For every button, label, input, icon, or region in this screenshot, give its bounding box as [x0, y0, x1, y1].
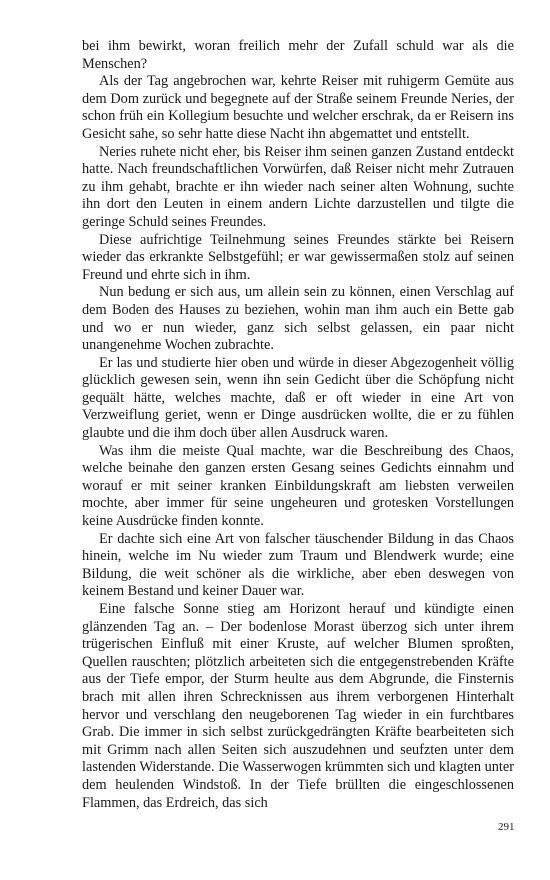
paragraph: Eine falsche Sonne stieg am Horizont herauf und kündigte einen glänzenden Tag an. – Der bodenlose Morast überzog sich unter ihrem trügerischen Einfluß mit einer Kruste, auf welcher Blumen sproßten, Quellen rauschten; plötzlich arbeiteten sich die entgegenstrebenden Kräfte aus der Tiefe empor, der Sturm heulte aus dem Abgrunde, die Finsternis brach mit allen ihren Schrecknissen aus ihrem verborgenen Hinterhalt hervor und verschlang den neugeborenen Tag wieder in ein furchtbares Grab. Die immer in sich selbst zurückgedrängten Kräfte bearbeiteten sich mit Grimm nach allen Seiten sich auszudehnen und seufzten unter dem lastenden Widerstande. Die Wasserwogen krümmten sich und klagten unter dem heulenden Windstoß. In der Tiefe brüllten die eingeschlossenen Flammen, das Erdreich, das sich [82, 601, 514, 811]
paragraph: Er las und studierte hier oben und würde in dieser Abgezogenheit völlig glücklich gewesen sein, wenn ihn sein Gedicht über die Schöpfung nicht gequält hätte, welches machte, daß er oft wieder in eine Art von Verzweiflung geriet, wenn er Dinge ausdrücken wollte, die er zu fühlen glaubte und die ihm doch über allen Ausdruck waren. [82, 354, 514, 442]
paragraph: Was ihm die meiste Qual machte, war die Beschreibung des Chaos, welche beinahe den ganzen ersten Gesang seines Gedichts einnahm und worauf er mit seiner kranken Einbildungskraft am liebsten verweilen mochte, aber immer für seine ungeheuren und grotesken Vorstellungen keine Ausdrücke finden konnte. [82, 442, 514, 530]
paragraph: bei ihm bewirkt, woran freilich mehr der Zufall schuld war als die Menschen? [82, 38, 514, 72]
body-text [82, 38, 514, 812]
paragraph: Nun bedung er sich aus, um allein sein zu können, einen Verschlag auf dem Boden des Hauses zu beziehen, wohin man ihm auch ein Bette gab und wo er nun wieder, ganz sich selbst gelassen, ein paar nicht unangenehme Wochen zubrachte. [82, 284, 514, 354]
book-page [82, 38, 514, 812]
paragraph: Als der Tag angebrochen war, kehrte Reiser mit ruhigerm Gemüte aus dem Dom zurück und begegnete auf der Straße seinem Freunde Neries, der schon früh ein Kollegium besuchte und welcher erschrak, da er Reisern ins Gesicht sahe, so sehr hatte diese Nacht ihn abgemattet und entstellt. [82, 73, 514, 142]
paragraph: Neries ruhete nicht eher, bis Reiser ihm seinen ganzen Zustand entdeckt hatte. Nach freundschaftlichen Vorwürfen, daß Reiser nicht mehr Zutrauen zu ihm gehabt, brachte er ihn wieder nach seiner alten Wohnung, suchte ihn dort den Leuten in einem andern Lichte darzustellen und tilgte die geringe Schuld seines Freundes. [82, 143, 514, 230]
page-number: 291 [498, 821, 515, 833]
paragraph: Er dachte sich eine Art von falscher täuschender Bildung in das Chaos hinein, welche im Nu wieder zum Traum und Blendwerk wurde; eine Bildung, die weit schöner als die wirkliche, aber eben deswegen von keinem Bestand und keiner Dauer war. [82, 530, 514, 600]
paragraph: Diese aufrichtige Teilnehmung seines Freundes stärkte bei Reisern wieder das erkrankte Selbstgefühl; er war gewissermaßen stolz auf seinen Freund und ehrte sich in ihm. [82, 231, 514, 283]
